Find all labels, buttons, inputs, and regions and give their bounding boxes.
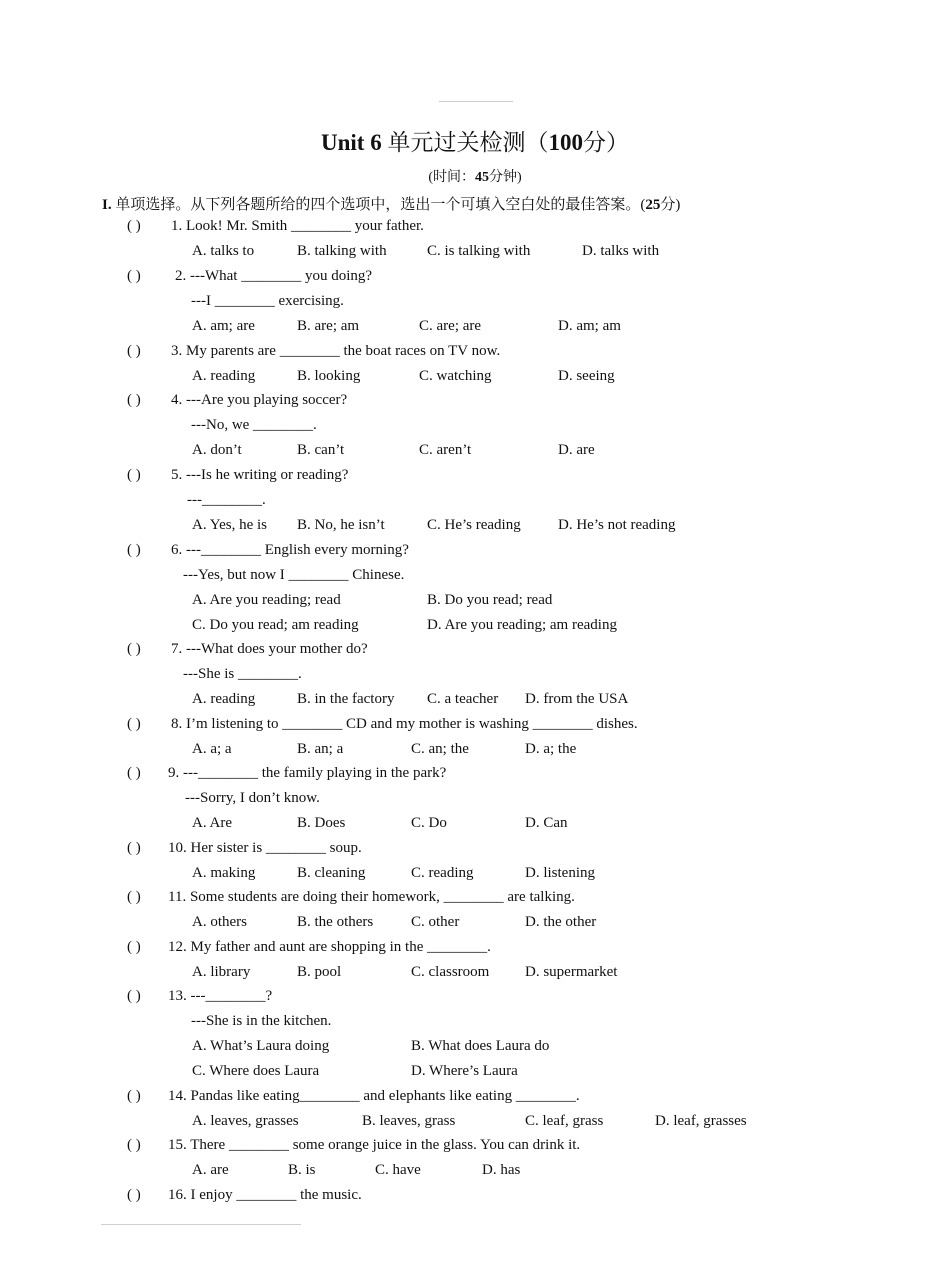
- section-score: 25: [645, 197, 661, 213]
- title-unit: Unit 6: [321, 130, 382, 155]
- question-5-option-A: A. Yes, he is: [192, 517, 268, 533]
- time-pre: (时间：: [428, 170, 475, 185]
- question-10-option-A: A. making: [192, 865, 256, 881]
- answer-blank[interactable]: ( ): [127, 1088, 141, 1104]
- section-post: 分): [660, 197, 681, 213]
- time-limit: [0, 166, 950, 186]
- question-15-option-A: A. are: [192, 1162, 229, 1178]
- question-7-option-D: D. from the USA: [525, 691, 629, 707]
- question-12-option-D: D. supermarket: [525, 964, 618, 980]
- question-3-option-C: C. watching: [419, 368, 492, 384]
- question-2-option-B: B. are; am: [297, 318, 360, 334]
- question-4-stem-2: ---No, we ________.: [191, 417, 317, 433]
- question-2-option-A: A. am; are: [192, 318, 255, 334]
- question-8-option-D: D. a; the: [525, 741, 577, 757]
- answer-blank[interactable]: ( ): [127, 343, 141, 359]
- answer-blank[interactable]: ( ): [127, 988, 141, 1004]
- question-13-stem-2: ---She is in the kitchen.: [191, 1013, 332, 1029]
- answer-blank[interactable]: ( ): [127, 939, 141, 955]
- question-6-option-C: C. Do you read; am reading: [192, 617, 359, 633]
- question-13-option-D: D. Where’s Laura: [411, 1063, 518, 1079]
- question-11-option-A: A. others: [192, 914, 247, 930]
- question-1-option-C: C. is talking with: [427, 243, 531, 259]
- question-4-stem-1: 4. ---Are you playing soccer?: [171, 392, 348, 408]
- question-8-option-C: C. an; the: [411, 741, 469, 757]
- question-13-option-A: A. What’s Laura doing: [192, 1038, 330, 1054]
- question-7-stem-1: 7. ---What does your mother do?: [171, 641, 368, 657]
- question-12-option-B: B. pool: [297, 964, 342, 980]
- answer-blank[interactable]: ( ): [127, 765, 141, 781]
- section-num: I.: [102, 197, 112, 213]
- question-2-stem-1: 2. ---What ________ you doing?: [175, 268, 373, 284]
- question-14-option-B: B. leaves, grass: [362, 1113, 456, 1129]
- question-11-option-C: C. other: [411, 914, 460, 930]
- title-score-unit: 分）: [582, 130, 629, 155]
- question-13-option-C: C. Where does Laura: [192, 1063, 320, 1079]
- question-2-stem-2: ---I ________ exercising.: [191, 293, 344, 309]
- answer-blank[interactable]: ( ): [127, 392, 141, 408]
- answer-blank[interactable]: ( ): [127, 268, 141, 284]
- question-16-stem-1: 16. I enjoy ________ the music.: [168, 1187, 362, 1203]
- question-3-stem-1: 3. My parents are ________ the boat races on TV now.: [171, 343, 501, 359]
- question-11-option-B: B. the others: [297, 914, 374, 930]
- time-num: 45: [475, 170, 489, 185]
- question-6-option-B: B. Do you read; read: [427, 592, 553, 608]
- question-1-option-A: A. talks to: [192, 243, 255, 259]
- question-1-stem-1: 1. Look! Mr. Smith ________ your father.: [171, 218, 424, 234]
- question-5-option-B: B. No, he isn’t: [297, 517, 385, 533]
- question-13-option-B: B. What does Laura do: [411, 1038, 550, 1054]
- question-6-stem-2: ---Yes, but now I ________ Chinese.: [183, 567, 405, 583]
- question-11-option-D: D. the other: [525, 914, 597, 930]
- question-6-option-A: A. Are you reading; read: [192, 592, 341, 608]
- title-name: 单元过关检测（: [387, 130, 549, 155]
- answer-blank[interactable]: ( ): [127, 641, 141, 657]
- question-7-option-B: B. in the factory: [297, 691, 395, 707]
- question-7-stem-2: ---She is ________.: [183, 666, 302, 682]
- footer-rule: [101, 1224, 301, 1225]
- question-12-stem-1: 12. My father and aunt are shopping in the ________.: [168, 939, 491, 955]
- question-2-option-C: C. are; are: [419, 318, 482, 334]
- title-score: 100: [548, 130, 583, 155]
- answer-blank[interactable]: ( ): [127, 467, 141, 483]
- question-1-option-B: B. talking with: [297, 243, 387, 259]
- question-3-option-D: D. seeing: [558, 368, 615, 384]
- question-10-option-D: D. listening: [525, 865, 595, 881]
- question-14-option-A: A. leaves, grasses: [192, 1113, 299, 1129]
- question-4-option-A: A. don’t: [192, 442, 242, 458]
- question-4-option-B: B. can’t: [297, 442, 345, 458]
- question-15-option-B: B. is: [288, 1162, 316, 1178]
- header-rule: [439, 101, 513, 102]
- question-6-option-D: D. Are you reading; am reading: [427, 617, 617, 633]
- answer-blank[interactable]: ( ): [127, 542, 141, 558]
- question-15-option-D: D. has: [482, 1162, 521, 1178]
- question-1-option-D: D. talks with: [582, 243, 660, 259]
- question-10-stem-1: 10. Her sister is ________ soup.: [168, 840, 362, 856]
- question-5-option-C: C. He’s reading: [427, 517, 521, 533]
- answer-blank[interactable]: ( ): [127, 716, 141, 732]
- question-11-stem-1: 11. Some students are doing their homework, ________ are talking.: [168, 889, 575, 905]
- question-9-option-C: C. Do: [411, 815, 447, 831]
- question-3-option-A: A. reading: [192, 368, 256, 384]
- question-9-option-B: B. Does: [297, 815, 346, 831]
- question-8-option-B: B. an; a: [297, 741, 344, 757]
- question-6-stem-1: 6. ---________ English every morning?: [171, 542, 409, 558]
- question-5-option-D: D. He’s not reading: [558, 517, 676, 533]
- question-5-stem-2: ---________.: [187, 492, 266, 508]
- answer-blank[interactable]: ( ): [127, 1137, 141, 1153]
- question-9-stem-1: 9. ---________ the family playing in the park?: [168, 765, 447, 781]
- question-7-option-A: A. reading: [192, 691, 256, 707]
- section-heading: [102, 193, 680, 214]
- question-14-option-C: C. leaf, grass: [525, 1113, 604, 1129]
- question-15-option-C: C. have: [375, 1162, 421, 1178]
- question-15-stem-1: 15. There ________ some orange juice in the glass. You can drink it.: [168, 1137, 581, 1153]
- question-14-stem-1: 14. Pandas like eating________ and elephants like eating ________.: [168, 1088, 580, 1104]
- question-2-option-D: D. am; am: [558, 318, 621, 334]
- question-4-option-C: C. aren’t: [419, 442, 472, 458]
- question-7-option-C: C. a teacher: [427, 691, 499, 707]
- answer-blank[interactable]: ( ): [127, 1187, 141, 1203]
- question-3-option-B: B. looking: [297, 368, 361, 384]
- question-12-option-A: A. library: [192, 964, 251, 980]
- section-text: 单项选择。从下列各题所给的四个选项中，选出一个可填入空白处的最佳答案。(: [115, 197, 646, 213]
- question-8-stem-1: 8. I’m listening to ________ CD and my mother is washing ________ dishes.: [171, 716, 638, 732]
- question-9-option-A: A. Are: [192, 815, 232, 831]
- answer-blank[interactable]: ( ): [127, 218, 141, 234]
- question-9-option-D: D. Can: [525, 815, 568, 831]
- question-8-option-A: A. a; a: [192, 741, 232, 757]
- time-post: 分钟): [489, 170, 522, 185]
- question-10-option-B: B. cleaning: [297, 865, 366, 881]
- question-14-option-D: D. leaf, grasses: [655, 1113, 747, 1129]
- question-10-option-C: C. reading: [411, 865, 474, 881]
- question-12-option-C: C. classroom: [411, 964, 490, 980]
- answer-blank[interactable]: ( ): [127, 889, 141, 905]
- question-13-stem-1: 13. ---________?: [168, 988, 273, 1004]
- question-9-stem-2: ---Sorry, I don’t know.: [185, 790, 320, 806]
- answer-blank[interactable]: ( ): [127, 840, 141, 856]
- page-title: [0, 124, 950, 157]
- question-4-option-D: D. are: [558, 442, 595, 458]
- question-5-stem-1: 5. ---Is he writing or reading?: [171, 467, 349, 483]
